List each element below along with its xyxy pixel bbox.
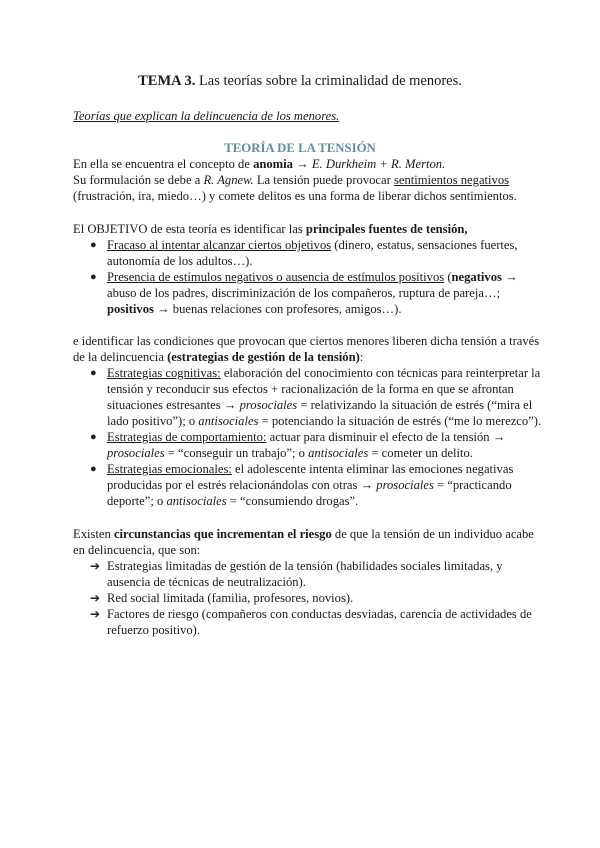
objective-item-2: Presencia de estímulos negativos o ausencia de estímulos positivos (negativos →: [107, 270, 518, 284]
objective-item-2-cont: abuso de los padres, discriminización de los compañeros, ruptura de pareja…;: [107, 286, 501, 300]
risk-item-1: Estrategias limitadas de gestión de la tensión (habilidades sociales limitadas, y: [107, 559, 503, 573]
emotional-strategies: Estrategias emocionales: el adolescente intenta eliminar las emociones negativas: [107, 462, 514, 476]
objective-item-2-last: positivos → buenas relaciones con profesores, amigos…).: [107, 302, 402, 316]
conditions-line-2: de la delincuencia (estrategias de gestión de la tensión):: [73, 350, 364, 364]
behavioral-strategies-cont: prosociales = “conseguir un trabajo”; o antisociales = cometer un delito.: [107, 446, 473, 460]
conditions-line-1: e identificar las condiciones que provocan que ciertos menores liberen dicha tensión a través: [73, 334, 540, 348]
bullet-icon: ●: [90, 367, 97, 379]
objective-line: El OBJETIVO de esta teoría es identificar las principales fuentes de tensión,: [73, 222, 468, 236]
risk-item-2: Red social limitada (familia, profesores, novios).: [107, 591, 354, 605]
page-title: TEMA 3. Las teorías sobre la criminalidad de menores.: [138, 73, 462, 89]
risk-item-3: Factores de riesgo (compañeros con conductas desviadas, carencia de actividades de: [107, 607, 532, 621]
cognitive-strategies: Estrategias cognitivas: elaboración del conocimiento con técnicas para reinterpretar la: [107, 366, 541, 380]
arrow-icon: ➔: [90, 607, 101, 621]
cognitive-strategies-cont: situaciones estresantes → prosociales = relativizando la situación de estrés (“mira el: [107, 398, 533, 412]
intro-line-2: Su formulación se debe a R. Agnew. La tensión puede provocar sentimientos negativos: [73, 173, 510, 187]
section-heading: TEORÍA DE LA TENSIÓN: [224, 141, 376, 155]
intro-line-3: (frustración, ira, miedo…) y comete delitos es una forma de liberar dichos sentimientos.: [73, 189, 517, 203]
cognitive-strategies-cont: tensión y reconducir sus efectos + racionalización de la forma en que se afrontan: [107, 382, 514, 396]
emotional-strategies-cont: producidas por el estrés relacionándolas con otras → prosociales = “practicando: [107, 478, 512, 492]
risk-line-1: Existen circunstancias que incrementan el riesgo de que la tensión de un individuo acabe: [73, 527, 534, 541]
arrow-icon: ➔: [90, 559, 101, 573]
behavioral-strategies: Estrategias de comportamiento: actuar para disminuir el efecto de la tensión →: [107, 430, 506, 444]
objective-item-1-cont: autonomía de los adultos…).: [107, 254, 253, 268]
risk-line-2: en delincuencia, que son:: [73, 543, 201, 557]
bullet-icon: ●: [90, 431, 97, 443]
emotional-strategies-cont: deporte”; o antisociales = “consumiendo drogas”.: [107, 494, 359, 508]
subtitle: Teorías que explican la delincuencia de los menores.: [73, 109, 340, 123]
objective-item-1: Fracaso al intentar alcanzar ciertos objetivos (dinero, estatus, sensaciones fuertes,: [107, 238, 518, 252]
risk-item-1-cont: ausencia de técnicas de neutralización).: [107, 575, 306, 589]
bullet-icon: ●: [90, 463, 97, 475]
cognitive-strategies-cont: lado positivo”); o antisociales = potenciando la situación de estrés (“me lo merezco”).: [107, 414, 542, 428]
arrow-icon: ➔: [90, 591, 101, 605]
risk-item-3-cont: refuerzo positivo).: [107, 623, 201, 637]
bullet-icon: ●: [90, 271, 97, 283]
intro-line-1: En ella se encuentra el concepto de anomia → E. Durkheim + R. Merton.: [73, 157, 446, 171]
bullet-icon: ●: [90, 239, 97, 251]
